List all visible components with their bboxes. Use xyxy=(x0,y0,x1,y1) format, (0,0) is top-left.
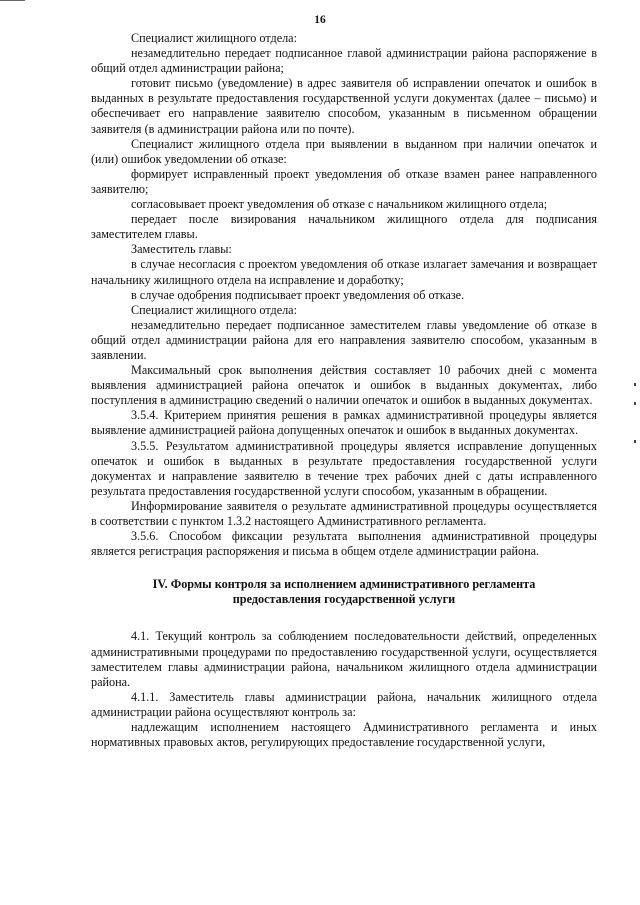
paragraph: согласовывает проект уведомления об отказе с начальником жилищного отдела; xyxy=(131,197,548,212)
scan-margin-mark xyxy=(634,440,636,443)
paragraph: готовит письмо (уведомление) в адрес заявителя об исправлении опечаток и ошибок в выданных в результате предоставления государственной услуги документах (далее – письмо) и обеспечивает его направление заявителю способом, указанным в письменном обращении заявителя (в администрации района или по почте). xyxy=(91,76,597,136)
paragraph: в случае несогласия с проектом уведомления об отказе излагает замечания и возвращает начальнику жилищного отдела на исправление и доработку; xyxy=(91,257,597,287)
paragraph: формирует исправленный проект уведомления об отказе взамен ранее направленного заявителю; xyxy=(91,166,597,196)
scan-margin-mark xyxy=(634,402,636,405)
section-heading xyxy=(91,577,597,607)
page-number: 16 xyxy=(314,14,326,26)
paragraph: 3.5.5. Результатом административной процедуры является исправление допущенных опечаток и ошибок в выданных в результате предоставления государственной услуги документах и направление заявителю в течение трех рабочих дней с даты исправленного результата предоставления государственной услуги способом, указанным в обращении. xyxy=(91,438,597,498)
paragraph: Информирование заявителя о результате административной процедуры осуществляется в соответствии с пунктом 1.3.2 настоящего Административного регламента. xyxy=(91,498,597,528)
paragraph: 3.5.6. Способом фиксации результата выполнения административной процедуры является регистрация распоряжения и письма в общем отделе администрации района. xyxy=(91,529,597,559)
paragraph: незамедлительно передает подписанное заместителем главы уведомление об отказе в общий отдел администрации района для его направления заявителю способом, указанным в заявлении. xyxy=(91,317,597,362)
paragraph: незамедлительно передает подписанное главой администрации района распоряжение в общий отдел администрации района; xyxy=(91,46,597,76)
paragraph: Специалист жилищного отдела при выявлении в выданном при наличии опечаток и (или) ошибок уведомлении об отказе: xyxy=(91,136,597,166)
paragraph: Специалист жилищного отдела: xyxy=(131,31,297,45)
paragraph: Специалист жилищного отдела: xyxy=(131,302,297,317)
paragraph: Заместитель главы: xyxy=(131,242,232,257)
document-body xyxy=(91,31,597,750)
paragraph: 4.1.1. Заместитель главы администрации района, начальник жилищного отдела администрации района осуществляют контроль за: xyxy=(91,689,597,719)
paragraph: в случае одобрения подписывает проект уведомления об отказе. xyxy=(131,287,465,302)
paragraph: надлежащим исполнением настоящего Административного регламента и иных нормативных правовых актов, регулирующих предоставление государственной услуги, xyxy=(91,720,597,750)
paragraph: 4.1. Текущий контроль за соблюдением последовательности действий, определенных административными процедурами по предоставлению государственной услуги, осуществляется заместителем главы администрации района, начальником жилищного отдела администрации района. xyxy=(91,629,597,689)
scan-edge-mark xyxy=(0,0,25,1)
scan-margin-mark xyxy=(634,383,636,386)
section-heading-line: предоставления государственной услуги xyxy=(232,592,456,607)
paragraph: передает после визирования начальником жилищного отдела для подписания заместителем главы. xyxy=(91,212,597,242)
paragraph: 3.5.4. Критерием принятия решения в рамках административной процедуры является выявление администрацией района допущенных опечаток и ошибок в выданных документах. xyxy=(91,408,597,438)
paragraph: Максимальный срок выполнения действия составляет 10 рабочих дней с момента выявления администрацией района опечаток и ошибок в выданных документах, либо поступления в администрацию сведений о наличии опечаток и ошибок в выданных документах. xyxy=(91,363,597,408)
section-heading-line: IV. Формы контроля за исполнением административного регламента xyxy=(152,577,536,592)
